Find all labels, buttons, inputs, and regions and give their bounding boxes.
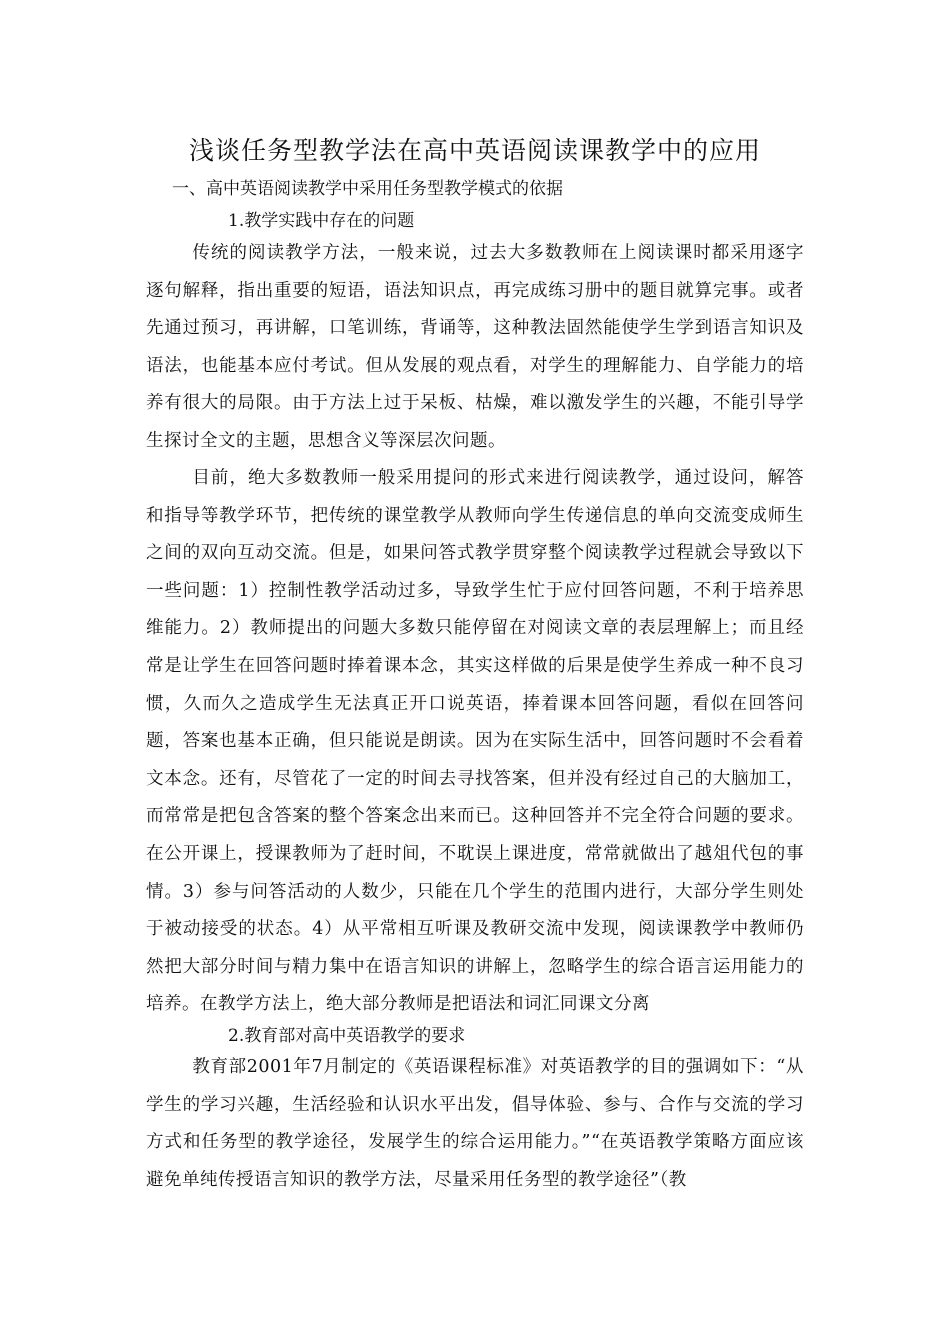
paragraph-2-block [146, 460, 804, 1024]
subsection-heading-1: 1.教学实践中存在的问题 [228, 211, 415, 231]
paragraph-3: 教育部2001年7月制定的《英语课程标准》对英语教学的目的强调如下：“从学生的学习兴趣，生活经验和认识水平出发，倡导体验、参与、合作与交流的学习方式和任务型的教学途径，发展学生的综合运用能力。”“在英语教学策略方面应该避免单纯传授语言知识的教学方法，尽量采用任务型的教学途径”（教 [146, 1057, 804, 1190]
paragraph-1: 传统的阅读教学方法，一般来说，过去大多数教师在上阅读课时都采用逐字逐句解释，指出重要的短语，语法知识点，再完成练习册中的题目就算完事。或者先通过预习，再讲解，口笔训练，背诵等，这种教法固然能使学生学到语言知识及语法，也能基本应付考试。但从发展的观点看，对学生的理解能力、自学能力的培养有很大的局限。由于方法上过于呆板、枯燥，难以激发学生的兴趣，不能引导学生探讨全文的主题，思想含义等深层次问题。 [146, 243, 804, 451]
document-title: 浅谈任务型教学法在高中英语阅读课教学中的应用 [188, 136, 761, 165]
paragraph-1-block [146, 235, 804, 461]
paragraph-3-block [146, 1049, 804, 1199]
section-heading-1: 一、高中英语阅读教学中采用任务型教学模式的依据 [172, 179, 563, 199]
subsection-heading-2: 2.教育部对高中英语教学的要求 [228, 1026, 466, 1046]
paragraph-2: 目前，绝大多数教师一般采用提问的形式来进行阅读教学，通过设问，解答和指导等教学环节，把传统的课堂教学从教师向学生传递信息的单向交流变成师生之间的双向互动交流。但是，如果问答式教学贯穿整个阅读教学过程就会导致以下一些问题：1）控制性教学活动过多，导致学生忙于应付回答问题，不利于培养思维能力。2）教师提出的问题大多数只能停留在对阅读文章的表层理解上；而且经常是让学生在回答问题时捧着课本念，其实这样做的后果是使学生养成一种不良习惯，久而久之造成学生无法真正开口说英语，捧着课本回答问题，看似在回答问题，答案也基本正确，但只能说是朗读。因为在实际生活中，回答问题时不会看着文本念。还有，尽管花了一定的时间去寻找答案，但并没有经过自己的大脑加工，而常常是把包含答案的整个答案念出来而已。这种回答并不完全符合问题的要求。在公开课上，授课教师为了赶时间，不耽误上课进度，常常就做出了越俎代包的事情。3）参与问答活动的人数少，只能在几个学生的范围内进行，大部分学生则处于被动接受的状态。4）从平常相互听课及教研交流中发现，阅读课教学中教师仍然把大部分时间与精力集中在语言知识的讲解上，忽略学生的综合语言运用能力的培养。在教学方法上，绝大部分教师是把语法和词汇同课文分离 [146, 468, 804, 1015]
